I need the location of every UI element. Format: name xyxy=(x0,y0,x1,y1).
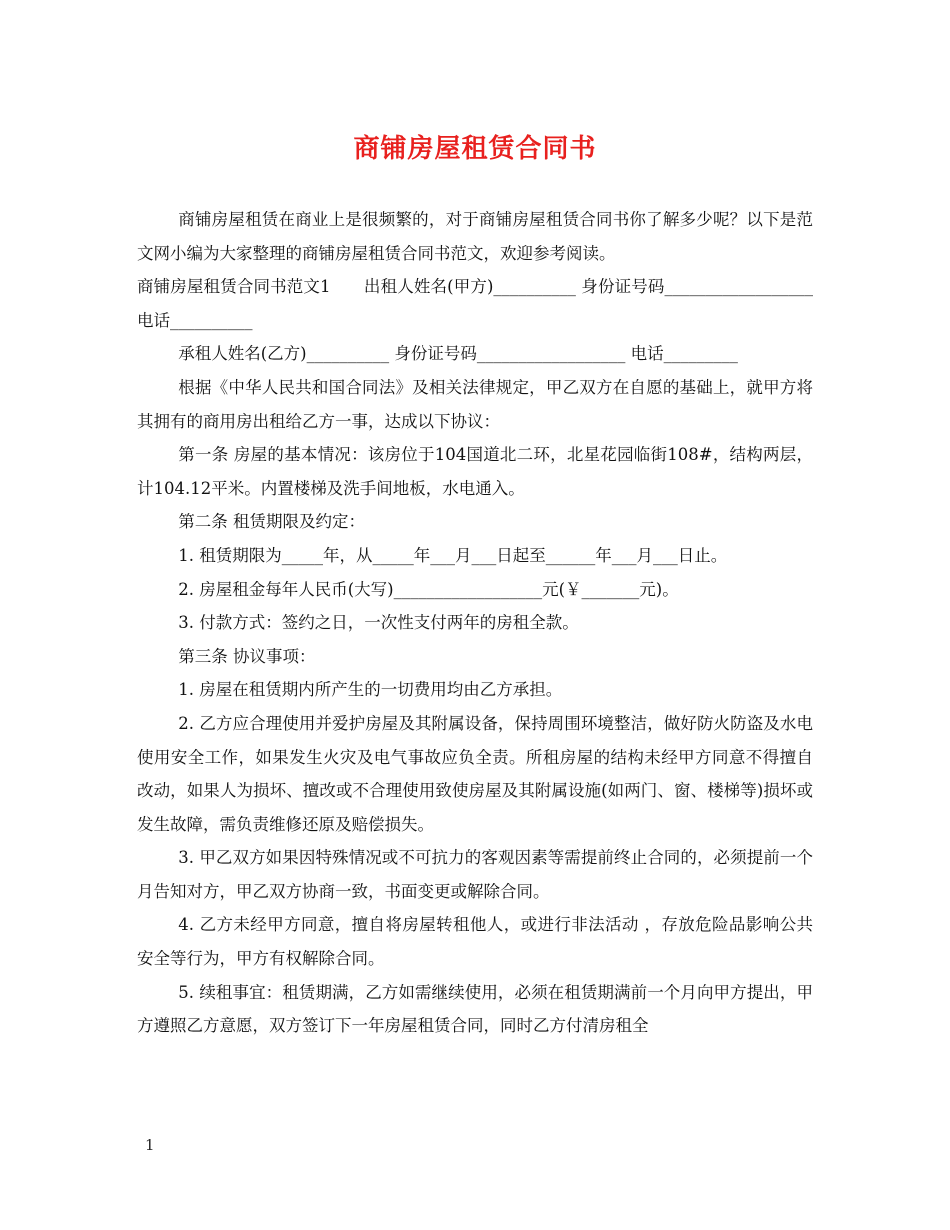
paragraph: 第二条 租赁期限及约定： xyxy=(178,512,365,532)
paragraph: 3. 付款方式：签约之日，一次性支付两年的房租全款。 xyxy=(178,613,579,633)
paragraph: 2. 房屋租金每年人民币(大写)__________________元(￥_______元)。 xyxy=(178,579,679,599)
paragraph: 2. 乙方应合理使用并爱护房屋及其附属设备，保持周围环境整洁，做好防火防盗及水电使用安全工作，如果发生火灾及电气事故应负全责。所租房屋的结构未经甲方同意不得擅自改动，如果人为损坏、擅改或不合理使用致使房屋及其附属设施(如两门、窗、楼梯等)损坏或发生故障，需负责维修还原及赔偿损失。 xyxy=(137,713,813,834)
paragraph: 第三条 协议事项： xyxy=(178,646,316,666)
paragraph: 1. 租赁期限为_____年，从_____年___月___日起至______年___月___日止。 xyxy=(178,545,728,565)
paragraph: 1. 房屋在租赁期内所产生的一切费用均由乙方承担。 xyxy=(178,680,563,700)
paragraph: 第一条 房屋的基本情况：该房位于104国道北二环，北星花园临街108#，结构两层，计104.12平米。内置楼梯及洗手间地板，水电通入。 xyxy=(137,445,813,498)
paragraph: 商铺房屋租赁在商业上是很频繁的，对于商铺房屋租赁合同书你了解多少呢？以下是范文网小编为大家整理的商铺房屋租赁合同书范文，欢迎参考阅读。 xyxy=(137,210,813,263)
paragraph: 承租人姓名(乙方)__________ 身份证号码__________________ 电话_________ xyxy=(178,344,738,364)
paragraph: 4. 乙方未经甲方同意，擅自将房屋转租他人，或进行非法活动 ，存放危险品影响公共安全等行为，甲方有权解除合同。 xyxy=(137,915,813,969)
paragraph: 商铺房屋租赁合同书范文1 出租人姓名(甲方)__________ 身份证号码__________________ 电话__________ xyxy=(137,277,813,330)
document-body xyxy=(137,203,813,1043)
document-title: 商铺房屋租赁合同书 xyxy=(353,134,597,164)
paragraph: 5. 续租事宜：租赁期满，乙方如需继续使用，必须在租赁期满前一个月向甲方提出，甲方遵照乙方意愿，双方签订下一年房屋租赁合同，同时乙方付清房租全 xyxy=(137,982,813,1036)
page-number: 1 xyxy=(145,1136,155,1154)
paragraph: 根据《中华人民共和国合同法》及相关法律规定，甲乙双方在自愿的基础上，就甲方将其拥有的商用房出租给乙方一事，达成以下协议： xyxy=(137,377,813,431)
paragraph: 3. 甲乙双方如果因特殊情况或不可抗力的客观因素等需提前终止合同的，必须提前一个月告知对方，甲乙双方协商一致，书面变更或解除合同。 xyxy=(137,848,813,901)
